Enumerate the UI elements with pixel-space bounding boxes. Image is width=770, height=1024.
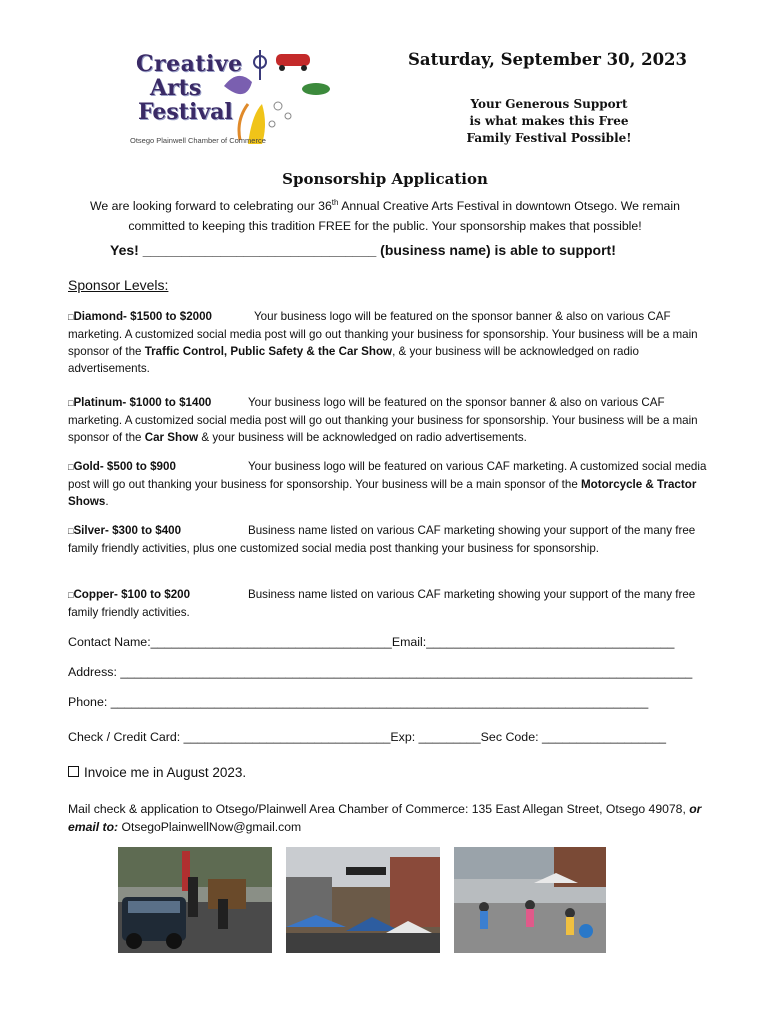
invoice-label: Invoice me in August 2023.	[84, 765, 247, 780]
level-name-text: Diamond- $1500 to $2000	[73, 310, 212, 323]
tagline-line: Family Festival Possible!	[466, 131, 632, 145]
payment-field[interactable]: Check / Credit Card: ______________________________Exp: _________Sec Code: __________________	[68, 730, 667, 744]
support-tagline	[456, 96, 642, 147]
mailing-instructions	[68, 800, 708, 836]
level-name-text: Platinum- $1000 to $1400	[73, 396, 212, 409]
level-description: Your business logo will be featured on the sponsor banner & also on various CAF marketing. A customized social media post will go out thanking your business for sponsorship. Your business will be a main sponsor of the	[68, 396, 698, 444]
intro-paragraph	[60, 193, 710, 236]
parade-photo	[118, 847, 272, 953]
level-highlight: Car Show	[144, 431, 199, 444]
checkbox-icon[interactable]	[68, 766, 79, 777]
business-name-line[interactable]: Yes! ______________________________ (business name) is able to support!	[110, 242, 616, 258]
sponsor-level-diamond[interactable]	[68, 308, 708, 377]
contact-email-field[interactable]: Contact Name:___________________________________Email:____________________________________	[68, 635, 675, 649]
address-field[interactable]: Address: ___________________________________________________________________________________	[68, 665, 693, 679]
level-name-text: Gold- $500 to $900	[73, 460, 176, 473]
level-highlight: Traffic Control, Public Safety & the Car Show	[144, 345, 393, 358]
level-highlight: Motorcycle & Tractor Shows	[68, 478, 697, 508]
intro-ordinal: th	[331, 198, 339, 207]
contact-email[interactable]: OtsegoPlainwellNow@gmail.com	[118, 820, 302, 834]
level-name-text: Silver- $300 to $400	[73, 524, 182, 537]
level-description: Business name listed on various CAF marketing showing your support of the many free family friendly activities.	[68, 588, 696, 619]
mail-text: Mail check & application to Otsego/Plainwell Area Chamber of Commerce: 135 East Allegan Street, Otsego 49078,	[68, 802, 690, 816]
checkbox-icon[interactable]: □	[68, 590, 74, 600]
dancers-image	[454, 847, 606, 953]
page-title: Sponsorship Application	[282, 170, 488, 188]
logo-line: Creative	[136, 51, 243, 77]
level-name[interactable]	[68, 458, 248, 476]
level-description: , & your business will be acknowledged on radio advertisements.	[68, 345, 639, 375]
sponsor-level-gold[interactable]	[68, 458, 708, 510]
level-description: & your business will be acknowledged on radio advertisements.	[198, 431, 527, 444]
level-name[interactable]	[68, 394, 248, 412]
level-description: Business name listed on various CAF marketing showing your support of the many free family friendly activities, plus one customized social media post thanking your business for sponsorship.	[68, 524, 696, 555]
mail-emphasis: or email to:	[68, 802, 702, 834]
sponsor-level-copper[interactable]	[68, 586, 708, 621]
tagline-line: is what makes this Free	[469, 114, 629, 128]
logo-line: Festival	[138, 99, 233, 125]
tagline-line: Your Generous Support	[470, 97, 628, 111]
level-name[interactable]	[68, 586, 248, 604]
street-festival-photo	[286, 847, 440, 953]
sponsor-level-silver[interactable]	[68, 522, 708, 557]
level-name[interactable]	[68, 522, 248, 540]
sponsor-level-platinum[interactable]	[68, 394, 708, 446]
level-description: Your business logo will be featured on various CAF marketing. A customized social media post will go out thanking your business for sponsorship. Your business will be a main sponsor of the	[68, 460, 707, 491]
phone-field[interactable]: Phone: ______________________________________________________________________________	[68, 695, 649, 709]
level-name[interactable]	[68, 308, 254, 326]
invoice-option[interactable]	[68, 765, 246, 780]
intro-text: We are looking forward to celebrating our 36	[90, 199, 332, 214]
level-description: .	[105, 495, 109, 508]
level-description: Your business logo will be featured on the sponsor banner & also on various CAF marketing. A customized social media post will go out thanking your business for sponsorship. Your business will be a main sponsor of the	[68, 310, 698, 358]
festival-logo	[128, 44, 338, 152]
checkbox-icon[interactable]: □	[68, 312, 74, 322]
intro-text: Annual Creative Arts Festival in downtown Otsego. We remain committed to keeping this tradition FREE for the public. Your sponsorship makes that possible!	[128, 199, 680, 234]
logo-caption: Otsego Plainwell Chamber of Commerce	[130, 136, 266, 145]
sponsor-levels-heading: Sponsor Levels:	[68, 277, 169, 293]
checkbox-icon[interactable]: □	[68, 398, 74, 408]
logo-line: Arts	[150, 75, 202, 101]
level-name-text: Copper- $100 to $200	[73, 588, 191, 601]
checkbox-icon[interactable]: □	[68, 462, 74, 472]
checkbox-icon[interactable]: □	[68, 526, 74, 536]
dancers-photo	[454, 847, 606, 953]
event-date: Saturday, September 30, 2023	[408, 50, 688, 69]
parade-image	[118, 847, 272, 953]
street-image	[286, 847, 440, 953]
